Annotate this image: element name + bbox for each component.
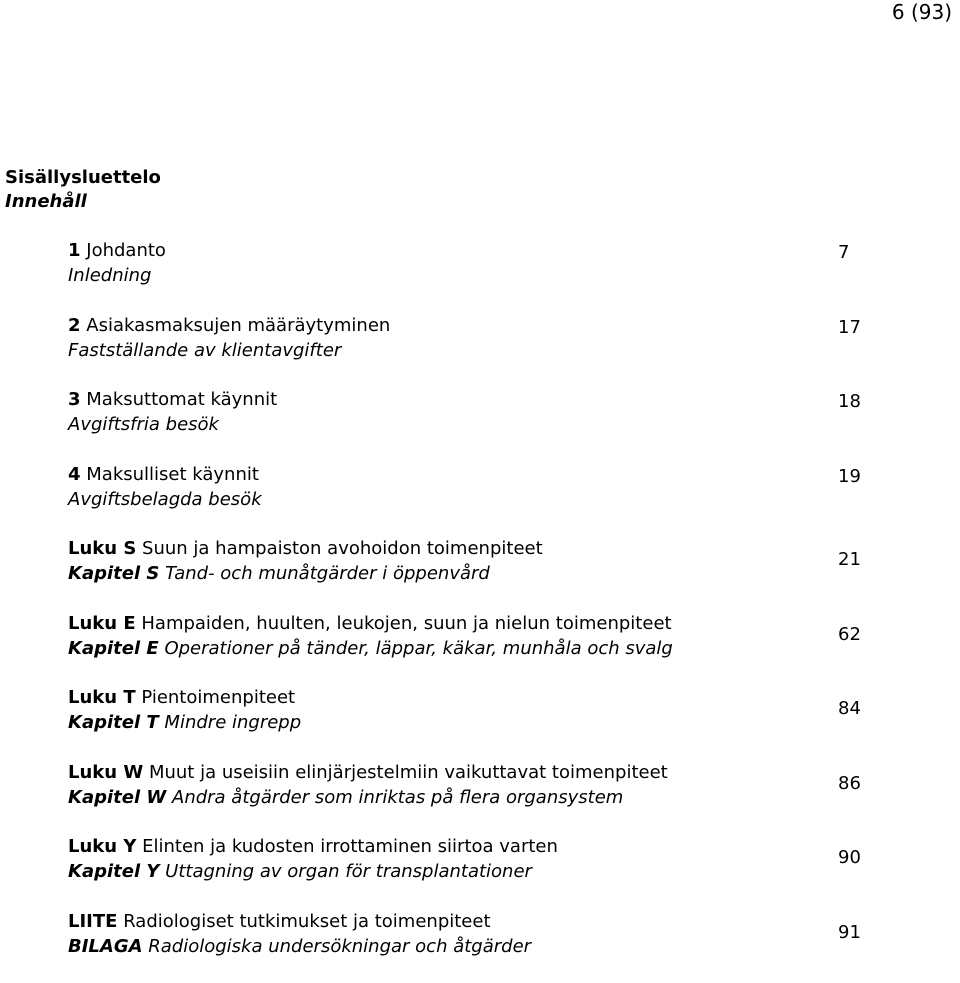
toc-entry-liite[interactable] <box>68 909 868 983</box>
toc-entry-tag-fi: Luku S <box>68 538 136 559</box>
toc-entry-luku-w[interactable] <box>68 760 868 835</box>
toc-entry-page: 18 <box>838 389 861 414</box>
toc-heading-sv: Innehåll <box>5 190 161 214</box>
toc-entry-page: 19 <box>838 464 861 489</box>
toc-entry-johdanto[interactable] <box>68 238 868 313</box>
toc-entry-tag-sv: Kapitel W <box>68 787 166 808</box>
toc-entry-luku-s[interactable] <box>68 536 868 611</box>
toc-entry-luku-t[interactable] <box>68 685 868 760</box>
toc-entry-page: 21 <box>838 547 861 572</box>
toc-entry-text-sv: Avgiftsfria besök <box>68 414 219 435</box>
toc-entry-tag-fi: 4 <box>68 464 81 485</box>
toc-entry-page: 91 <box>838 920 861 945</box>
toc-entry-text-sv: Uttagning av organ för transplantationer <box>165 861 532 882</box>
toc-entry-text-sv: Andra åtgärder som inriktas på flera organsystem <box>172 787 623 808</box>
page-number: 6 (93) <box>892 0 952 24</box>
toc-entry-title-sv <box>68 785 868 810</box>
toc-entry-text-sv: Inledning <box>68 265 151 286</box>
toc-entry-title-fi <box>68 238 868 263</box>
toc-entry-tag-sv: Kapitel Y <box>68 861 159 882</box>
toc-entry-tag-fi: Luku E <box>68 613 136 634</box>
toc-entry-page: 90 <box>838 845 861 870</box>
toc-entry-title-fi <box>68 834 868 859</box>
toc-heading <box>5 166 161 214</box>
toc-entry-luku-y[interactable] <box>68 834 868 909</box>
toc-entry-text-fi: Johdanto <box>86 240 166 261</box>
toc-entry-title-fi <box>68 536 868 561</box>
toc-entry-tag-fi: LIITE <box>68 911 117 932</box>
toc-entry-title-sv <box>68 487 868 512</box>
toc-entry-text-sv: Radiologiska undersökningar och åtgärder <box>148 936 531 957</box>
toc-entry-text-fi: Suun ja hampaiston avohoidon toimenpiteet <box>142 538 543 559</box>
toc-entry-text-fi: Maksuttomat käynnit <box>86 389 277 410</box>
toc-entry-maksuttomat[interactable] <box>68 387 868 462</box>
toc-entry-tag-fi: Luku Y <box>68 836 136 857</box>
toc-entry-maksulliset[interactable] <box>68 462 868 537</box>
toc-entry-text-sv: Operationer på tänder, läppar, käkar, munhåla och svalg <box>164 638 672 659</box>
toc-entry-tag-sv: Kapitel E <box>68 638 159 659</box>
toc-entry-text-fi: Hampaiden, huulten, leukojen, suun ja nielun toimenpiteet <box>141 613 671 634</box>
toc-entry-tag-sv: Kapitel T <box>68 712 159 733</box>
toc-entry-title-sv <box>68 263 868 288</box>
toc-entry-luku-e[interactable] <box>68 611 868 686</box>
toc-entry-tag-fi: 1 <box>68 240 81 261</box>
toc-entry-page: 86 <box>838 771 861 796</box>
toc-entry-title-sv <box>68 934 868 959</box>
toc-entry-tag-sv: BILAGA <box>68 936 143 957</box>
toc-entry-title-sv <box>68 338 868 363</box>
toc-entry-text-sv: Tand- och munåtgärder i öppenvård <box>165 563 490 584</box>
toc-entry-text-fi: Elinten ja kudosten irrottaminen siirtoa varten <box>142 836 558 857</box>
toc-entry-title-sv <box>68 412 868 437</box>
toc-entry-tag-fi: 2 <box>68 315 81 336</box>
toc-entry-text-sv: Avgiftsbelagda besök <box>68 489 262 510</box>
toc-entry-title-fi <box>68 387 868 412</box>
toc-entry-title-fi <box>68 760 868 785</box>
toc-entry-title-fi <box>68 313 868 338</box>
toc-entry-title-fi <box>68 685 868 710</box>
toc-entry-title-sv <box>68 636 868 661</box>
toc-entry-text-fi: Radiologiset tutkimukset ja toimenpiteet <box>123 911 490 932</box>
toc-entry-title-fi <box>68 462 868 487</box>
toc-entry-asiakasmaksut[interactable] <box>68 313 868 388</box>
toc-entry-tag-fi: 3 <box>68 389 81 410</box>
toc-entry-title-fi <box>68 909 868 934</box>
toc-list <box>68 238 868 983</box>
toc-entry-tag-fi: Luku T <box>68 687 136 708</box>
toc-entry-text-sv: Mindre ingrepp <box>164 712 301 733</box>
toc-entry-title-fi <box>68 611 868 636</box>
toc-entry-page: 84 <box>838 696 861 721</box>
toc-entry-tag-fi: Luku W <box>68 762 143 783</box>
toc-entry-title-sv <box>68 859 868 884</box>
toc-entry-text-fi: Pientoimenpiteet <box>141 687 295 708</box>
toc-entry-page: 17 <box>838 315 861 340</box>
toc-entry-page: 62 <box>838 622 861 647</box>
toc-entry-text-sv: Fastställande av klientavgifter <box>68 340 341 361</box>
toc-heading-fi: Sisällysluettelo <box>5 166 161 190</box>
toc-entry-page: 7 <box>838 240 849 265</box>
toc-entry-title-sv <box>68 710 868 735</box>
toc-entry-text-fi: Asiakasmaksujen määräytyminen <box>86 315 390 336</box>
toc-entry-text-fi: Muut ja useisiin elinjärjestelmiin vaikuttavat toimenpiteet <box>149 762 668 783</box>
toc-entry-text-fi: Maksulliset käynnit <box>86 464 259 485</box>
toc-entry-tag-sv: Kapitel S <box>68 563 159 584</box>
toc-entry-title-sv <box>68 561 868 586</box>
